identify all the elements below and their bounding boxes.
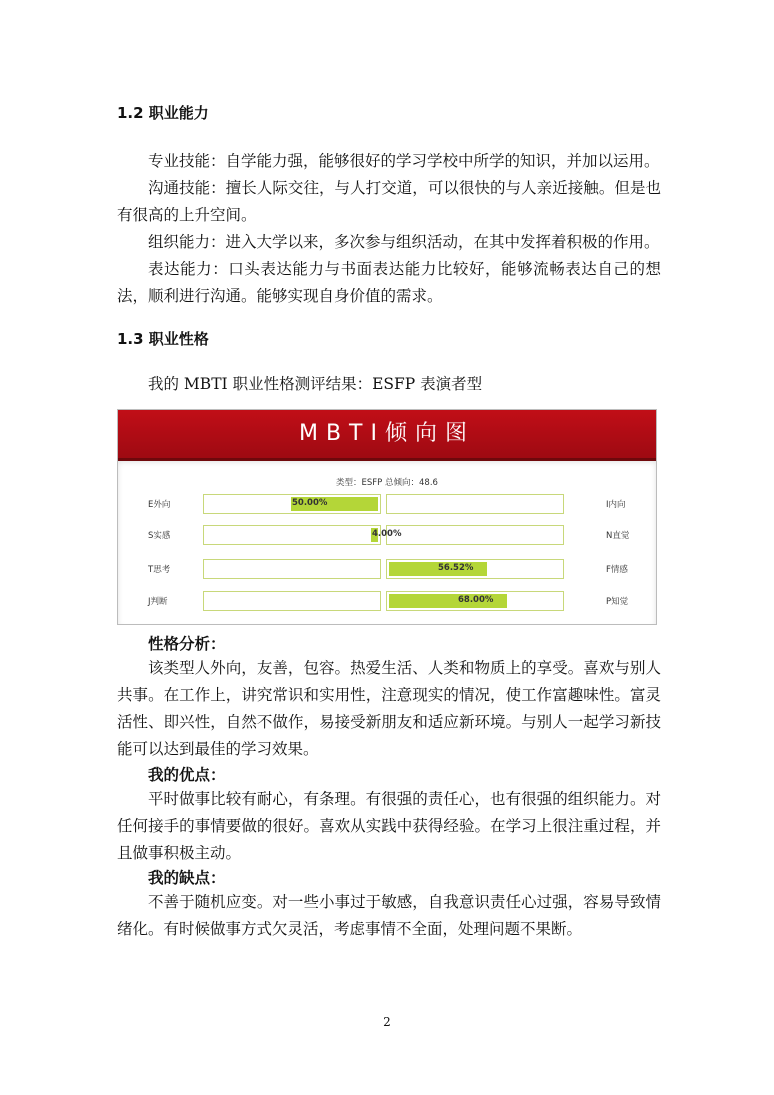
mbti-left-box <box>203 525 381 545</box>
mbti-left-label: E外向 <box>148 500 171 510</box>
weaknesses-text: 不善于随机应变。对一些小事过于敏感，自我意识责任心过强，容易导致情绪化。有时候做事方式欠灵活，考虑事情不全面，处理问题不果断。 <box>117 893 661 938</box>
mbti-right-label: F情感 <box>606 565 628 575</box>
mbti-left-label: J判断 <box>148 597 168 607</box>
mbti-row <box>118 494 656 514</box>
mbti-summary: 类型：ESFP 总倾向：48.6 <box>336 478 438 488</box>
strengths-label: 我的优点： <box>148 766 226 784</box>
paragraph-organization-ability: 组织能力：进入大学以来，多次参与组织活动，在其中发挥着积极的作用。 <box>148 233 660 251</box>
strengths-text: 平时做事比较有耐心，有条理。有很强的责任心，也有很强的组织能力。对任何接手的事情要做的很好。喜欢从实践中获得经验。在学习上很注重过程，并且做事积极主动。 <box>117 790 661 862</box>
paragraph-professional-skill: 专业技能：自学能力强，能够很好的学习学校中所学的知识，并加以运用。 <box>148 152 660 170</box>
mbti-row <box>118 525 656 545</box>
mbti-right-box <box>386 494 564 514</box>
mbti-right-box <box>386 525 564 545</box>
mbti-bar-value: 50.00% <box>292 498 328 508</box>
paragraph-expression-ability: 表达能力：口头表达能力与书面表达能力比较好，能够流畅表达自己的想法，顺利进行沟通。能够实现自身价值的需求。 <box>117 260 661 305</box>
mbti-chart-title: MBTI倾向图 <box>298 421 475 446</box>
mbti-result-line: 我的 MBTI 职业性格测评结果：ESFP 表演者型 <box>148 375 483 393</box>
mbti-right-label: P知觉 <box>606 597 629 607</box>
mbti-bar-value: 68.00% <box>458 595 494 605</box>
section-heading-career-ability: 1.2 职业能力 <box>117 104 209 122</box>
mbti-bar-value: 56.52% <box>438 563 474 573</box>
mbti-left-label: T思考 <box>148 565 171 575</box>
mbti-row <box>118 591 656 611</box>
mbti-left-box <box>203 591 381 611</box>
mbti-row <box>118 559 656 579</box>
paragraph-communication-skill: 沟通技能：擅长人际交往，与人打交道，可以很快的与人亲近接触。但是也有很高的上升空间。 <box>117 179 661 224</box>
personality-analysis-label: 性格分析： <box>148 635 226 653</box>
section-heading-career-personality: 1.3 职业性格 <box>117 330 209 348</box>
mbti-left-box <box>203 559 381 579</box>
mbti-chart-header <box>118 410 656 461</box>
mbti-bar-value: 4.00% <box>372 529 402 539</box>
mbti-right-label: N直觉 <box>606 531 630 541</box>
personality-analysis-text: 该类型人外向，友善，包容。热爱生活、人类和物质上的享受。喜欢与别人共事。在工作上，讲究常识和实用性，注意现实的情况，使工作富趣味性。富灵活性、即兴性，自然不做作，易接受新朋友和适应新环境。与别人一起学习新技能可以达到最佳的学习效果。 <box>117 659 661 758</box>
mbti-left-label: S实感 <box>148 531 171 541</box>
mbti-right-label: I内向 <box>606 500 626 510</box>
page-number: 2 <box>383 1015 391 1029</box>
weaknesses-label: 我的缺点： <box>148 869 226 887</box>
mbti-right-box <box>386 559 564 579</box>
mbti-chart <box>117 409 657 625</box>
